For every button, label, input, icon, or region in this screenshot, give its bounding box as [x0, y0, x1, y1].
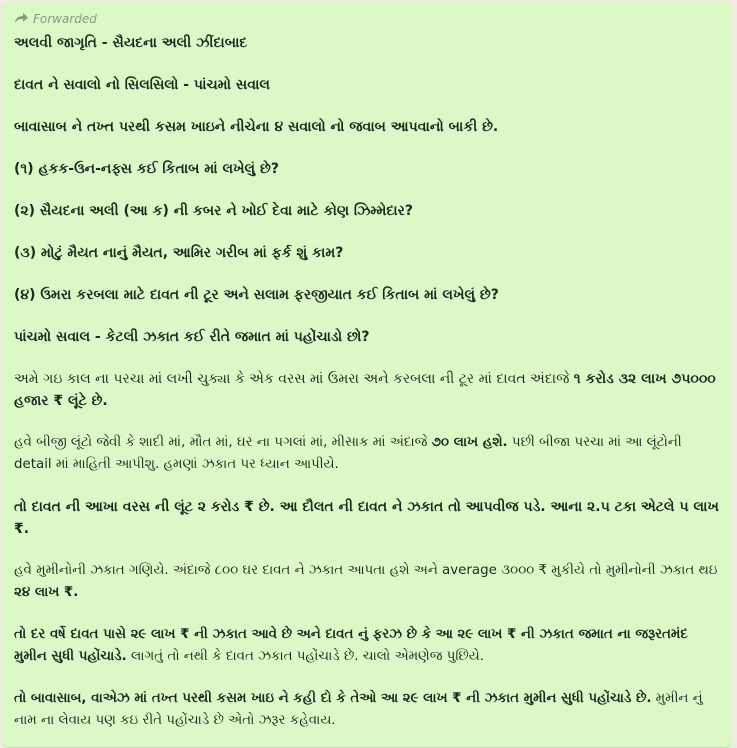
paragraph-other-loot: [14, 432, 722, 476]
paragraph-mumin-zakat-amount: ૨૪ લાખ ₹.: [14, 585, 79, 600]
question-3: (૩) મોટું મૈયત નાનું મૈયત, આમિર ગરીબ માં ફર્ક શું કામ?: [14, 245, 344, 261]
paragraph-other-loot-amount: ૭૦ લાખ હશે.: [431, 435, 508, 450]
paragraph-challenge-bold: તો બાવાસાબ, વાએઝ માં તખ્ત પરથી કસમ ખાઇ ને કહી દો કે તેઓ આ ૨૯ લાખ ₹ ની ઝકાત મુમીન સુધી પહોંચાડે છે.: [14, 691, 652, 706]
paragraph-tour-loot-text: અમે ગઇ કાલ ના પરચા માં લખી ચુક્યા કે એક વરસ માં ઉમરા અને કરબલા ની ટૂર માં દાવત અંદાજે: [14, 371, 574, 387]
message-series: દાવત ને સવાલો નો સિલસિલો - પાંચમો સવાલ: [14, 77, 270, 93]
question-2: (૨) સૈયદના અલી (આ ક) ની કબર ને ખોઈ દેવા માટે કોણ ઝિમ્મેદાર?: [14, 203, 413, 219]
question-1: (૧) હકક-ઉન-નફ્સ કઈ કિતાબ માં લખેલું છે?: [14, 161, 279, 177]
paragraph-other-loot-text-a: હવે બીજી લૂંટો જેવી કે શાદી માં, મૌત માં, ઘર ના પગલાં માં, મીસાક માં અંદાજે: [14, 435, 432, 450]
paragraph-other-loot-text-b: પછી બીજા પરચા માં આ લૂંટોની detail માં માહિતી આપીશુ. હમણાં ઝકાત પર ધ્યાન આપીયે.: [14, 435, 682, 472]
paragraph-mumin-zakat-text: હવે મુમીનોની ઝકાત ગણિયે. અંદાજે ૮૦૦ ઘર દાવત ને ઝકાત આપતા હશે અને average ૩૦૦૦ ₹ મુકીયે તો મુમીનોની ઝકાત થઇ: [14, 563, 718, 578]
question-5: પાંચમો સવાલ - કેટલી ઝકાત કઈ રીતે જમાત માં પહોંચાડો છો?: [14, 329, 370, 345]
paragraph-tour-loot-amount: ૧ કરોડ ૩૨ લાખ ૭૫૦૦૦ હજાર ₹ લૂંટે છે.: [14, 371, 716, 409]
message-title: અલવી જાગૃતિ - સૈયદના અલી ઝીંદાબાદ: [14, 35, 248, 51]
forward-arrow-icon: [14, 12, 29, 27]
forwarded-text: Forwarded: [33, 12, 97, 26]
message-text: [14, 32, 722, 732]
paragraph-mumin-zakat: [14, 560, 722, 604]
paragraph-yearly-zakat: [14, 624, 722, 668]
message-intro: બાવાસાબ ને તખ્ત પરથી કસમ ખાઇને નીચેના ૪ સવાલો નો જવાબ આપવાનો બાકી છે.: [14, 119, 499, 135]
forwarded-label: [14, 10, 722, 28]
paragraph-yearly-zakat-bold: તો દર વર્ષે દાવત પાસે ૨૯ લાખ ₹ ની ઝકાત આવે છે અને દાવત નું ફરઝ છે કે આ ૨૯ લાખ ₹ ની ઝકાત જમાત ના જરૂરતમંદ મુમીન સુધી પહોંચાડે.: [14, 627, 688, 664]
paragraph-yearly-zakat-text: લાગતું તો નથી કે દાવત ઝકાત પહોંચાડે છે. ચાલો એમણેજ પુછિયે.: [126, 649, 484, 664]
paragraph-challenge: [14, 688, 722, 732]
question-4: (૪) ઉમરા કરબલા માટે દાવત ની ટૂર અને સલામ ફરજીયાત કઈ કિતાબ માં લખેલું છે?: [14, 287, 499, 303]
paragraph-tour-loot: [14, 368, 722, 412]
message-bubble[interactable]: [1, 1, 732, 747]
paragraph-total-loot: તો દાવત ની આખા વરસ ની લૂંટ ૨ કરોડ ₹ છે. આ દૌલત ની દાવત ને ઝકાત તો આપવીજ પડે. આના ૨.૫ ટકા એટલે ૫ લાખ ₹.: [14, 499, 719, 537]
paragraph-challenge-text: મુમીન નું નામ ના લેવાય પણ કઇ રીતે પહોંચાડે છે એતો ઝરૂર કહેવાય.: [14, 691, 703, 728]
